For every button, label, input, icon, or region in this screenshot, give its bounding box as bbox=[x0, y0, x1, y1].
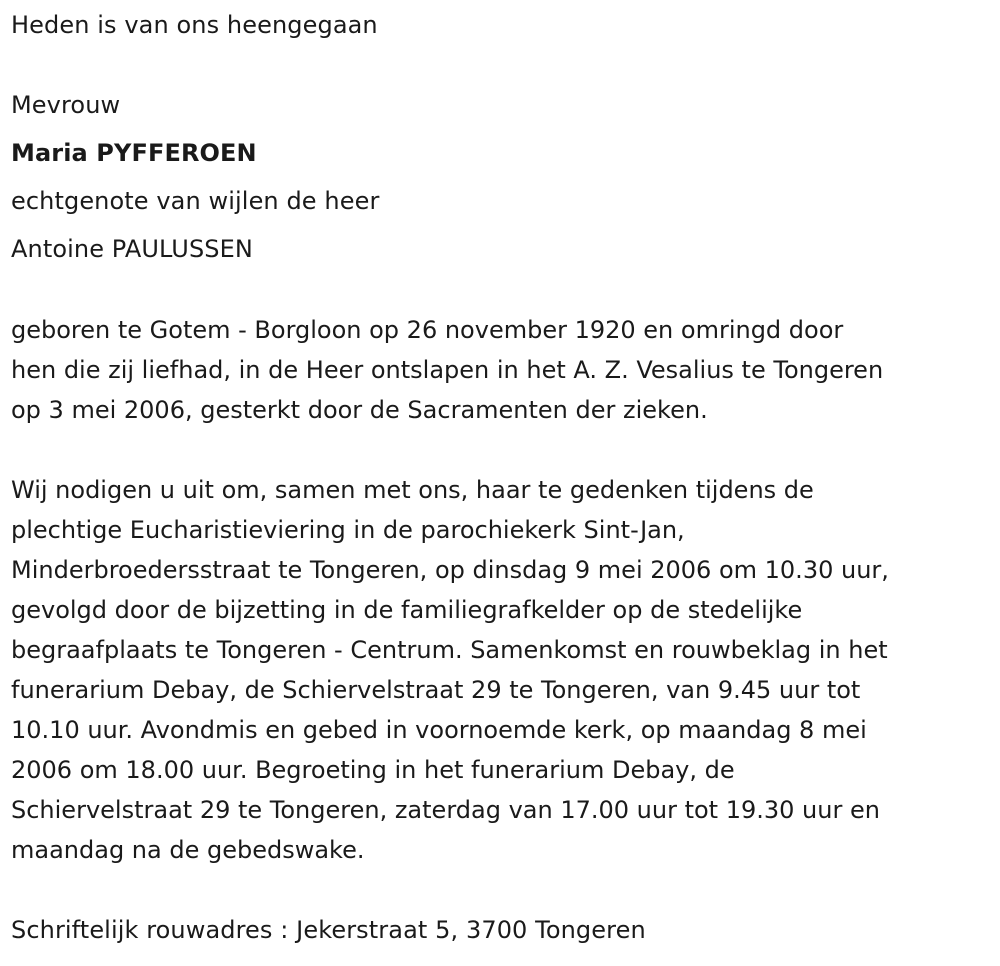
birth-death-line: geboren te Gotem - Borgloon op 26 november 1920 en omringd door bbox=[11, 316, 844, 344]
ceremony-line: plechtige Eucharistieviering in de parochiekerk Sint-Jan, bbox=[11, 516, 685, 544]
ceremony-line: 10.10 uur. Avondmis en gebed in voornoemde kerk, op maandag 8 mei bbox=[11, 716, 867, 744]
ceremony-line: Schiervelstraat 29 te Tongeren, zaterdag van 17.00 uur tot 19.30 uur en bbox=[11, 796, 880, 824]
birth-death-paragraph bbox=[11, 310, 996, 430]
ceremony-line: Wij nodigen u uit om, samen met ons, haar te gedenken tijdens de bbox=[11, 476, 814, 504]
ceremony-line: 2006 om 18.00 uur. Begroeting in het funerarium Debay, de bbox=[11, 756, 735, 784]
spouse-name: Antoine PAULUSSEN bbox=[11, 235, 253, 263]
ceremony-line: begraafplaats te Tongeren - Centrum. Samenkomst en rouwbeklag in het bbox=[11, 636, 888, 664]
mourning-address: Schriftelijk rouwadres : Jekerstraat 5, 3700 Tongeren bbox=[11, 916, 646, 944]
birth-death-line: hen die zij liefhad, in de Heer ontslapen in het A. Z. Vesalius te Tongeren bbox=[11, 356, 884, 384]
relation-text: echtgenote van wijlen de heer bbox=[11, 187, 380, 215]
birth-death-line: op 3 mei 2006, gesterkt door de Sacramenten der zieken. bbox=[11, 396, 708, 424]
ceremony-line: maandag na de gebedswake. bbox=[11, 836, 365, 864]
intro-text: Heden is van ons heengegaan bbox=[11, 11, 378, 39]
ceremony-line: Minderbroedersstraat te Tongeren, op dinsdag 9 mei 2006 om 10.30 uur, bbox=[11, 556, 889, 584]
deceased-name: Maria PYFFEROEN bbox=[11, 139, 257, 167]
ceremony-line: gevolgd door de bijzetting in de familiegrafkelder op de stedelijke bbox=[11, 596, 803, 624]
ceremony-paragraph bbox=[11, 470, 996, 870]
title-prefix: Mevrouw bbox=[11, 91, 121, 119]
ceremony-line: funerarium Debay, de Schiervelstraat 29 te Tongeren, van 9.45 uur tot bbox=[11, 676, 861, 704]
